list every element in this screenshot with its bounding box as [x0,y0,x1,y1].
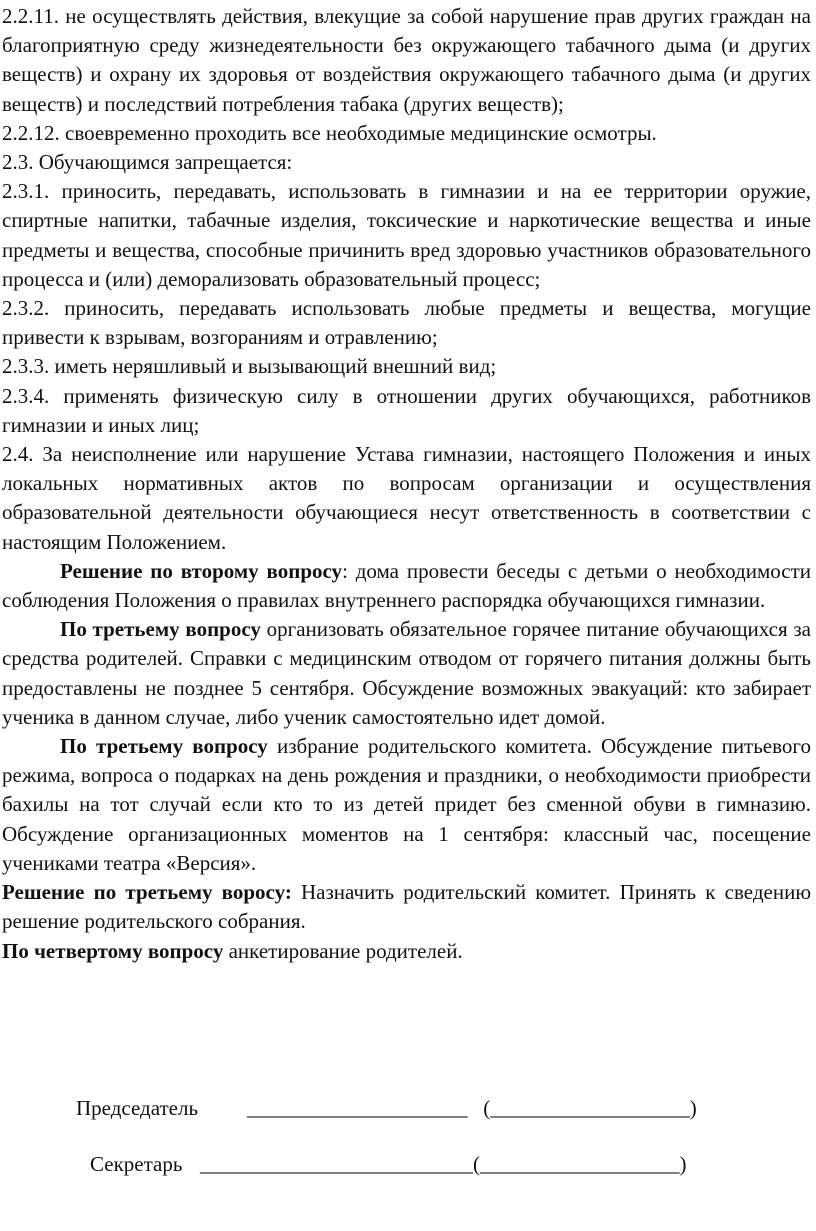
paragraph-2-3-2: 2.3.2. приносить, передавать использовать любые предметы и вещества, могущие привести к взрывам, возгораниям и отравлению; [2,296,811,350]
chairman-label: Председатель [76,1096,199,1120]
paragraph-2-3-4: 2.3.4. применять физическую силу в отношении других обучающихся, работников гимназии и иных лиц; [2,383,811,437]
fourth-question-heading: По четвертому вопросу [2,938,224,963]
third-question-committee [2,732,811,878]
paragraph-2-3: 2.3. Обучающимся запрещается: [2,150,293,175]
third-question-meals-text: организовать обязательное горячее питание обучающихся за средства родителей. Справки с медицинским отводом от горячего питания должны быть предоставлены не позднее 5 сентября. Обсуждение возможных эвакуаций: кто забирает ученика в данном случае, либо ученик самостоятельно идет домой. [2,617,811,729]
fourth-question-text: анкетирование родителей. [223,938,463,963]
third-question-committee-text: избрание родительского комитета. Обсуждение питьевого режима, вопроса о подарках на день рождения и праздники, о необходимости приобрести бахилы на тот случай если кто то из детей придет без сменной обуви в гимназию. Обсуждение организационных моментов на 1 сентября: классный час, посещение учениками театра «Версия». [2,734,811,875]
paragraph-2-3-1: 2.3.1. приносить, передавать, использовать в гимназии и на ее территории оружие, спиртные напитки, табачные изделия, токсические и наркотические вещества и иные предметы и вещества, способные причинить вред здоровью участников образовательного процесса и (или) деморализовать образовательный процесс; [2,179,811,291]
paragraph-2-2-11: 2.2.11. не осуществлять действия, влекущие за собой нарушение прав других граждан на благоприятную среду жизнедеятельности без окружающего табачного дыма (и других веществ) и охрану их здоровья от воздействия окружающего табачного дыма (и других веществ) и последствий потребления табака (других веществ); [2,4,811,116]
decision-second-question-text: : дома провести беседы с детьми о необходимости соблюдения Положения о правилах внутреннего распорядка обучающихся гимназии. [2,558,811,613]
third-question-meals [2,615,811,732]
decision-third-question [2,878,811,936]
paragraph-2-2-12: 2.2.12. своевременно проходить все необходимые медицинские осмотры. [2,120,657,145]
chairman-signature-line: _____________________ (___________________) [247,1096,697,1120]
secretary-label: Секретарь [90,1152,183,1176]
decision-second-question [2,557,811,615]
paragraph-2-4: 2.4. За неисполнение или нарушение Устава гимназии, настоящего Положения и иных локальных нормативных актов по вопросам организации и осуществления образовательной деятельности обучающиеся несут ответственность в соответствии с настоящим Положением. [2,442,811,554]
decision-third-question-heading: Решение по третьему воросу: [2,880,292,905]
fourth-question [2,937,811,966]
third-question-meals-heading: По третьему вопросу [60,617,261,642]
secretary-signature-line: __________________________(___________________) [200,1152,687,1176]
decision-third-question-text: Назначить родительский комитет. Принять к сведению решение родительского собрания. [2,880,812,934]
decision-second-question-heading: Решение по второму вопросу [60,558,343,583]
paragraph-2-3-3: 2.3.3. иметь неряшливый и вызывающий внешний вид; [2,354,497,379]
third-question-committee-heading: По третьему вопросу [60,734,268,759]
